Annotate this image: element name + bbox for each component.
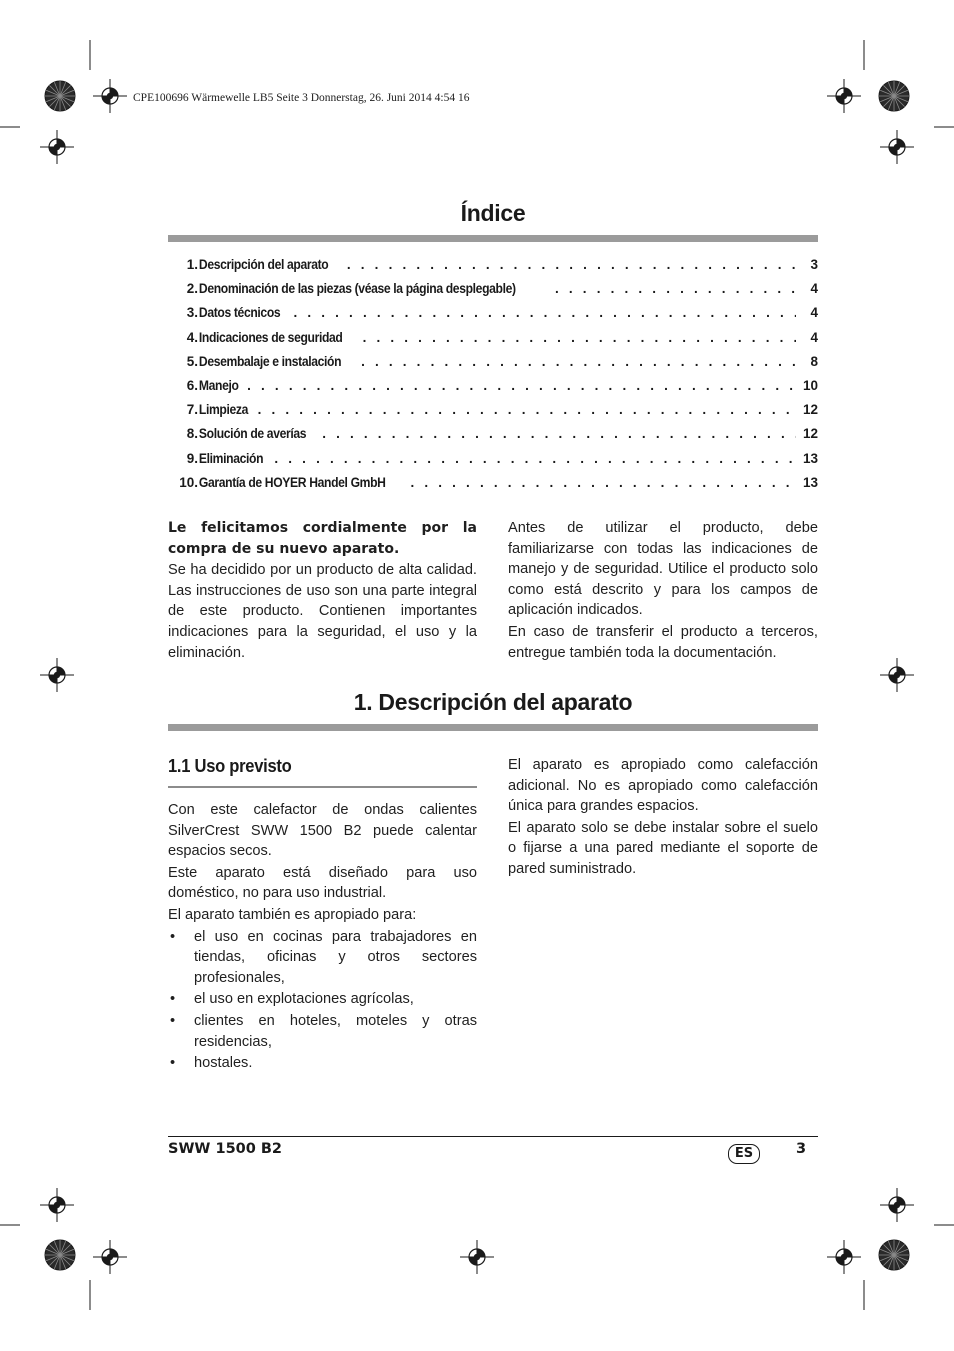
intro-paragraph: Se ha decidido por un producto de alta calidad. Las instrucciones de uso son una parte integral de este producto. Contienen importantes indicaciones para la seguridad, el uso y la eliminación.	[168, 562, 477, 661]
body-paragraph: Este aparato está diseñado para uso doméstico, no para uso industrial.	[168, 864, 477, 902]
subsection-rule	[168, 786, 477, 788]
bullet-list	[168, 927, 477, 1074]
toc-item-number: 5.	[186, 353, 198, 369]
language-badge: ES	[728, 1144, 760, 1164]
toc-item-title: Manejo	[198, 377, 239, 393]
footer-model: SWW 1500 B2	[168, 1141, 283, 1157]
toc-leader-dots	[274, 447, 796, 471]
toc-item-number: 3.	[186, 305, 198, 321]
toc-leader-dots	[247, 374, 796, 398]
toc-item-page: 3	[810, 257, 818, 272]
toc-item-title: Indicaciones de seguridad	[198, 329, 343, 345]
toc-item-page: 13	[802, 450, 818, 466]
list-item: • el uso en cocinas para trabajadores en tiendas, oficinas y otros sectores profesionales,	[168, 927, 477, 989]
toc-item-number: 4.	[186, 329, 198, 345]
toc-item[interactable]	[168, 253, 818, 277]
toc-item-number: 2.	[186, 281, 198, 297]
toc-item-number: 1.	[186, 257, 198, 272]
toc-leader-dots	[361, 350, 796, 374]
toc-item-number: 6.	[186, 377, 198, 393]
section-left-column	[168, 800, 477, 1075]
toc-item-title: Denominación de las piezas (véase la página desplegable)	[198, 281, 516, 297]
toc-item[interactable]	[168, 374, 818, 398]
toc-item-page: 4	[810, 305, 818, 321]
toc-item-title: Eliminación	[198, 450, 264, 466]
toc-item-number: 10.	[179, 474, 198, 490]
toc-item[interactable]	[168, 447, 818, 471]
intro-left-column	[168, 518, 477, 664]
toc-item[interactable]	[168, 301, 818, 325]
index-title: Índice	[460, 200, 526, 226]
toc-leader-dots	[410, 471, 796, 495]
toc-item-title: Desembalaje e instalación	[198, 353, 342, 369]
toc-leader-dots	[363, 326, 796, 350]
table-of-contents	[168, 253, 818, 495]
toc-leader-dots	[322, 422, 796, 446]
toc-item-title: Limpieza	[198, 402, 249, 418]
toc-item-page: 4	[810, 281, 818, 297]
toc-item[interactable]	[168, 471, 818, 495]
toc-item[interactable]	[168, 326, 818, 350]
toc-item-page: 12	[802, 402, 818, 418]
toc-item-number: 8.	[186, 426, 198, 442]
page-number: 3	[796, 1141, 807, 1157]
toc-item-title: Descripción del aparato	[198, 257, 329, 272]
intro-paragraph: Antes de utilizar el producto, debe familiarizarse con todas las indicaciones de manejo y de seguridad. Utilice el producto solo como está descrito y para los campos de aplicación indicados.	[508, 520, 818, 619]
toc-item-page: 10	[802, 377, 818, 393]
list-item: • hostales.	[168, 1053, 477, 1074]
toc-item[interactable]	[168, 277, 818, 301]
toc-leader-dots	[293, 301, 796, 325]
toc-item-title: Solución de averías	[198, 426, 307, 442]
section-title-bar	[168, 724, 818, 731]
toc-item-title: Garantía de HOYER Handel GmbH	[198, 474, 386, 490]
toc-item-page: 12	[802, 426, 818, 442]
toc-item-page: 8	[810, 353, 818, 369]
body-paragraph: El aparato solo se debe instalar sobre el suelo o fijarse a una pared mediante el soporte de pared suministrado.	[508, 819, 818, 877]
intro-lead: Le felicitamos cordialmente por la compra de su nuevo aparato.	[168, 520, 477, 557]
intro-paragraph: En caso de transferir el producto a terceros, entregue también toda la documentación.	[508, 623, 818, 661]
toc-leader-dots	[555, 277, 796, 301]
toc-item-page: 4	[810, 329, 818, 345]
toc-item-number: 9.	[186, 450, 198, 466]
body-paragraph: El aparato es apropiado como calefacción adicional. No es apropiado como calefacción única para grandes espacios.	[508, 757, 818, 815]
toc-item-title: Datos técnicos	[198, 305, 281, 321]
list-item: • el uso en explotaciones agrícolas,	[168, 989, 477, 1010]
list-item: • clientes en hoteles, moteles y otras residencias,	[168, 1011, 477, 1052]
toc-leader-dots	[347, 253, 796, 277]
body-paragraph: El aparato también es apropiado para:	[168, 906, 417, 923]
toc-item[interactable]	[168, 422, 818, 446]
toc-leader-dots	[258, 398, 796, 422]
index-title-bar	[168, 235, 818, 242]
section-title: 1. Descripción del aparato	[353, 689, 633, 715]
toc-item[interactable]	[168, 398, 818, 422]
body-paragraph: Con este calefactor de ondas calientes SilverCrest SWW 1500 B2 puede calentar espacios secos.	[168, 802, 477, 860]
toc-item-page: 13	[802, 474, 818, 490]
section-right-column	[508, 755, 818, 881]
footer-rule	[168, 1136, 818, 1137]
toc-item-number: 7.	[186, 402, 198, 418]
subsection-title: 1.1 Uso previsto	[168, 756, 292, 776]
print-slug: CPE100696 Wärmewelle LB5 Seite 3 Donnerstag, 26. Juni 2014 4:54 16	[133, 92, 470, 104]
intro-right-column	[508, 518, 818, 664]
toc-item[interactable]	[168, 350, 818, 374]
